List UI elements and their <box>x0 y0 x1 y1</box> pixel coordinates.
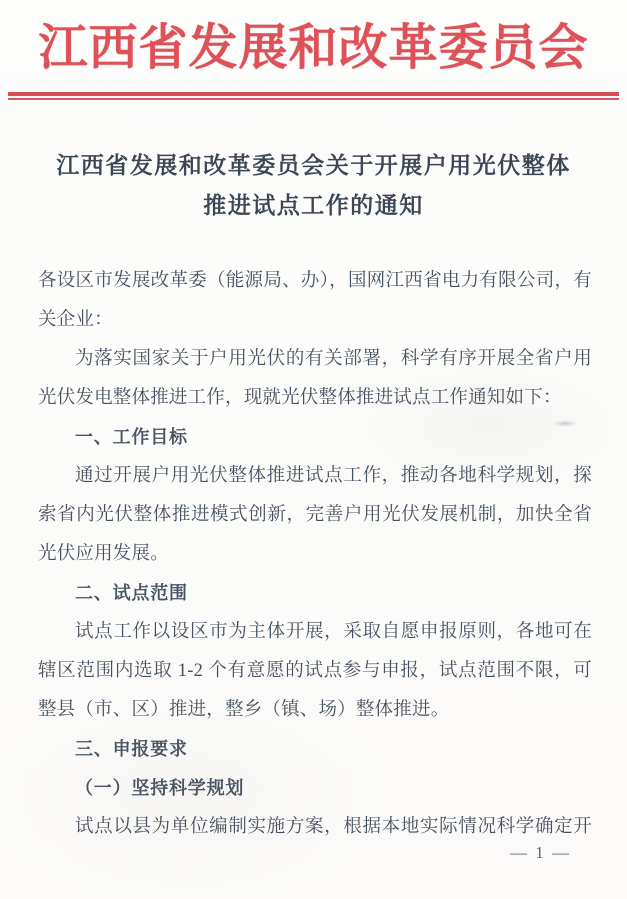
section-heading-2: 二、试点范围 <box>75 583 188 603</box>
body-line: 光伏应用发展。 <box>38 544 169 564</box>
section-2-paragraph <box>38 613 592 730</box>
body-line: 通过开展户用光伏整体推进试点工作，推动各地科学规划，探 <box>75 466 592 486</box>
section-1-paragraph <box>38 457 592 574</box>
body-line: 试点工作以设区市为主体开展，采取自愿申报原则，各地可在 <box>75 622 592 642</box>
masthead-double-rule <box>8 92 619 100</box>
document-body <box>38 262 592 847</box>
body-line: 试点以县为单位编制实施方案，根据本地实际情况科学确定开 <box>75 817 592 837</box>
body-line: 索省内光伏整体推进模式创新，完善户用光伏发展机制，加快全省 <box>38 505 592 525</box>
addressee-paragraph <box>38 262 592 340</box>
section-heading-1: 一、工作目标 <box>75 427 188 447</box>
page-number: — 1 — <box>510 843 571 862</box>
addressee-line: 关企业： <box>38 310 113 330</box>
agency-masthead: 江西省发展和改革委员会 <box>38 20 589 75</box>
intro-paragraph <box>38 340 592 418</box>
addressee-line: 各设区市发展改革委（能源局、办），国网江西省电力有限公司，有 <box>38 271 592 291</box>
body-line: 为落实国家关于户用光伏的有关部署，科学有序开展全省户用 <box>75 349 592 369</box>
subsection-heading-3-1: （一）坚持科学规划 <box>75 778 245 798</box>
section-heading-3: 三、申报要求 <box>75 739 188 759</box>
document-title-line-1: 江西省发展和改革委员会关于开展户用光伏整体 <box>56 153 571 178</box>
document-title <box>0 146 627 226</box>
document-title-line-2: 推进试点工作的通知 <box>203 193 424 218</box>
scan-smudge-artifact <box>552 420 578 427</box>
body-line: 光伏发电整体推进工作，现就光伏整体推进试点工作通知如下： <box>38 388 562 408</box>
section-3-paragraph <box>38 808 592 847</box>
body-line: 整县（市、区）推进，整乡（镇、场）整体推进。 <box>38 700 450 720</box>
body-line: 辖区范围内选取 1-2 个有意愿的试点参与申报，试点范围不限，可 <box>38 661 592 681</box>
